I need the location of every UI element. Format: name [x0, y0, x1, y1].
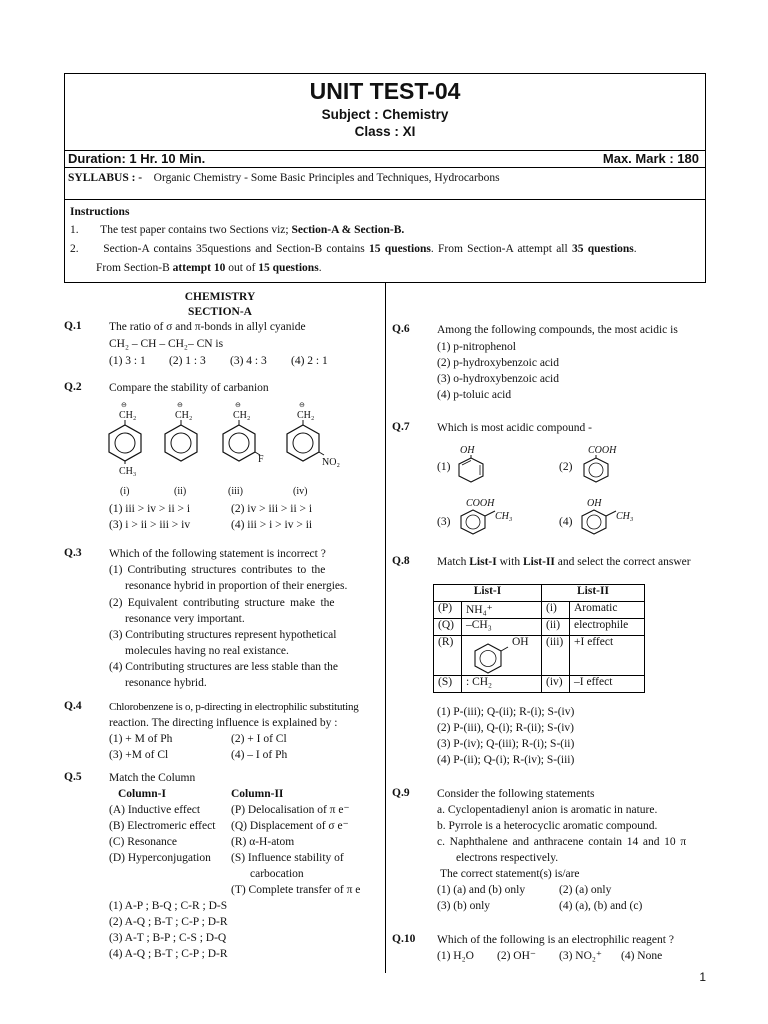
statement: b. Pyrrole is a heterocyclic aromatic compound. — [437, 820, 658, 832]
instruction-item — [70, 243, 637, 255]
group-label: CH₃ — [616, 511, 634, 522]
option: (2) P-(iii), Q-(i); R-(ii); S-(iv) — [437, 722, 575, 734]
column-item: (S) Influence stability of — [231, 852, 344, 864]
question-text: Which of the following is an electrophilic reagent ? — [437, 934, 674, 946]
group-label: OH — [587, 498, 602, 509]
group-label: CH₂ — [233, 410, 251, 421]
syllabus-label: SYLLABUS : - — [68, 172, 143, 184]
column-item: (A) Inductive effect — [109, 804, 201, 816]
option: (3) +M of Cl — [109, 749, 169, 761]
instruction-num: 1. — [70, 224, 79, 236]
benzene-ring-icon — [455, 455, 487, 483]
option: (3) i > ii > iii > iv — [109, 519, 191, 531]
question-number: Q.4 — [64, 700, 82, 712]
option: (4) A-Q ; B-T ; C-P ; D-R — [109, 948, 228, 960]
syllabus-text: Organic Chemistry - Some Basic Principles and Techniques, Hydrocarbons — [153, 172, 500, 184]
instruction-num: 2. — [70, 243, 79, 255]
question-text: Which is most acidic compound - — [437, 422, 592, 434]
group-label: CH₃ — [495, 511, 513, 522]
instructions-box — [64, 200, 706, 283]
charge-label: ⊖ — [177, 401, 183, 409]
instruction-text: . — [633, 243, 637, 255]
option: (3) 4 : 3 — [230, 355, 267, 367]
group-label: COOH — [466, 498, 495, 509]
group-label: NO₂ — [322, 457, 340, 468]
option: (1) 3 : 1 — [109, 355, 146, 367]
option-label: (3) — [437, 516, 451, 528]
option-label: (4) — [559, 516, 573, 528]
instruction-text-bold: 15 questions — [258, 262, 319, 274]
option: (4) p-toluic acid — [437, 389, 512, 401]
phenol-ring-icon — [470, 639, 510, 675]
statement: resonance hybrid in proportion of their energies. — [125, 580, 348, 592]
question-text: The ratio of σ and π-bonds in allyl cyanide — [109, 321, 306, 333]
question-text: Chlorobenzene is o, p-directing in electrophilic substituting — [109, 701, 359, 713]
table-header: List-I — [434, 585, 542, 602]
column-item: (B) Electromeric effect — [109, 820, 216, 832]
option: (1) + M of Ph — [109, 733, 173, 745]
option: (1) A-P ; B-Q ; C-R ; D-S — [109, 900, 228, 912]
option-label: (2) — [559, 461, 573, 473]
instruction-text: From Section-B — [96, 262, 173, 274]
instruction-item — [70, 224, 404, 236]
statement: The correct statement(s) is/are — [440, 868, 580, 880]
option: (3) o-hydroxybenzoic acid — [437, 373, 559, 385]
question-number: Q.10 — [392, 933, 416, 945]
option: (1) iii > iv > ii > i — [109, 503, 191, 515]
statement: resonance hybrid. — [125, 677, 207, 689]
table-row: (S) : CH₂ (iv) –I effect — [434, 676, 645, 693]
group-label: CH₂ — [297, 410, 315, 421]
question-text: Match List-I with List-II and select the correct answer — [437, 556, 691, 568]
page-number: 1 — [699, 970, 706, 984]
instruction-text: Section-A contains 35questions and Section-B contains — [103, 243, 370, 255]
group-label: F — [258, 454, 264, 465]
option: (1) P-(iii); Q-(ii); R-(i); S-(iv) — [437, 706, 575, 718]
benzene-ring-icon — [580, 455, 612, 483]
statement: resonance very important. — [125, 613, 245, 625]
instruction-text-bold: 15 questions — [369, 243, 431, 255]
group-label: CH₂ — [119, 410, 137, 421]
option: (4) iii > i > iv > ii — [231, 519, 313, 531]
option: (4) (a), (b) and (c) — [559, 900, 643, 912]
option: (2) 1 : 3 — [169, 355, 206, 367]
column-heading: Column-I — [118, 788, 166, 800]
question-number: Q.3 — [64, 547, 82, 559]
instruction-text: out of — [225, 262, 259, 274]
question-formula: CH₂ – CH – CH₂– CN is — [109, 338, 224, 350]
duration-row — [65, 150, 705, 168]
question-number: Q.1 — [64, 320, 82, 332]
charge-label: ⊖ — [121, 401, 127, 409]
question-number: Q.9 — [392, 787, 410, 799]
page-title: UNIT TEST-04 — [309, 78, 461, 104]
table-row: (R) OH (iii) +I effect — [434, 636, 645, 676]
instruction-text: The test paper contains two Sections viz; — [100, 224, 292, 236]
subject-line: Subject : Chemistry — [321, 107, 449, 122]
option: (2) (a) only — [559, 884, 612, 896]
option: (3) NO₂⁺ — [559, 950, 602, 962]
option: (1) H₂O — [437, 950, 474, 962]
instruction-text: . — [318, 262, 322, 274]
table-row: (Q) –CH₃ (ii) electrophile — [434, 619, 645, 636]
option: (3) P-(iv); Q-(iii); R-(i); S-(ii) — [437, 738, 575, 750]
structure-label: (iv) — [293, 486, 308, 497]
option: (1) (a) and (b) only — [437, 884, 526, 896]
column-item: (C) Resonance — [109, 836, 178, 848]
class-line: Class : XI — [354, 124, 416, 139]
option: (2) OH⁻ — [497, 950, 536, 962]
question-text: reaction. The directing influence is explained by : — [109, 717, 338, 729]
table-row: (P) NH₄⁺ (i) Aromatic — [434, 602, 645, 619]
column-heading: Column-II — [231, 788, 284, 800]
question-text: Match the Column — [109, 772, 196, 784]
statement: (3) Contributing structures represent hypothetical — [109, 629, 337, 641]
group-label: COOH — [588, 445, 617, 456]
instructions-title: Instructions — [70, 206, 130, 218]
table-header: List-II — [542, 585, 645, 602]
section-subject: CHEMISTRY — [184, 291, 256, 303]
column-divider — [385, 283, 386, 973]
test-header — [64, 73, 706, 200]
question-text: Consider the following statements — [437, 788, 595, 800]
option: (4) 2 : 1 — [291, 355, 328, 367]
question-number: Q.7 — [392, 421, 410, 433]
syllabus — [68, 172, 500, 184]
option: (2) A-Q ; B-T ; C-P ; D-R — [109, 916, 228, 928]
column-item: (P) Delocalisation of π e⁻ — [231, 804, 350, 816]
question-number: Q.6 — [392, 323, 410, 335]
group-label: CH₃ — [119, 466, 137, 477]
charge-label: ⊖ — [235, 401, 241, 409]
structure-label: (ii) — [174, 486, 187, 497]
duration: Duration: 1 Hr. 10 Min. — [68, 151, 206, 166]
statement: a. Cyclopentadienyl anion is aromatic in nature. — [437, 804, 658, 816]
option: (4) P-(ii); Q-(i); R-(iv); S-(iii) — [437, 754, 575, 766]
option: (4) – I of Ph — [231, 749, 288, 761]
question-text: Which of the following statement is incorrect ? — [109, 548, 326, 560]
column-item: (R) α-H-atom — [231, 836, 295, 848]
table-header-row — [434, 585, 645, 602]
option: (2) + I of Cl — [231, 733, 287, 745]
option: (3) (b) only — [437, 900, 491, 912]
instruction-text-bold: 35 questions — [571, 243, 634, 255]
option-label: (1) — [437, 461, 451, 473]
instruction-text: . From Section-A attempt all — [430, 243, 572, 255]
match-table — [433, 584, 645, 693]
group-label: CH₂ — [175, 410, 193, 421]
column-item: carbocation — [250, 868, 304, 880]
max-mark: Max. Mark : 180 — [602, 151, 699, 166]
question-text: Among the following compounds, the most acidic is — [437, 324, 678, 336]
structure-label: (iii) — [228, 486, 243, 497]
instruction-text-bold: Section-A & Section-B. — [291, 224, 405, 236]
option: (1) p-nitrophenol — [437, 341, 516, 353]
statement: c. Naphthalene and anthracene contain 14 and 10 π — [437, 836, 687, 848]
column-item: (D) Hyperconjugation — [109, 852, 211, 864]
question-number: Q.8 — [392, 555, 410, 567]
structure-label: (i) — [120, 486, 130, 497]
section-name: SECTION-A — [188, 306, 252, 318]
option: (4) None — [621, 950, 663, 962]
column-item: (T) Complete transfer of π e — [231, 884, 361, 896]
group-label: OH — [512, 636, 529, 648]
instruction-item — [96, 262, 322, 274]
statement: electrons respectively. — [456, 852, 559, 864]
statement: (1) Contributing structures contributes to the — [109, 564, 326, 576]
section-heading — [140, 290, 300, 320]
group-label: OH — [460, 445, 475, 456]
question-text: Compare the stability of carbanion — [109, 382, 269, 394]
question-number: Q.5 — [64, 771, 82, 783]
question-number: Q.2 — [64, 381, 82, 393]
statement: (2) Equivalent contributing structure make the — [109, 597, 335, 609]
statement: molecules having no real existance. — [125, 645, 289, 657]
option: (2) p-hydroxybenzoic acid — [437, 357, 559, 369]
charge-label: ⊖ — [299, 401, 305, 409]
option: (2) iv > iii > ii > i — [231, 503, 313, 515]
column-item: (Q) Displacement of σ e⁻ — [231, 820, 349, 832]
statement: (4) Contributing structures are less stable than the — [109, 661, 338, 673]
instruction-text-bold: attempt 10 — [172, 262, 226, 274]
option: (3) A-T ; B-P ; C-S ; D-Q — [109, 932, 227, 944]
aromatic-circles — [103, 420, 343, 464]
